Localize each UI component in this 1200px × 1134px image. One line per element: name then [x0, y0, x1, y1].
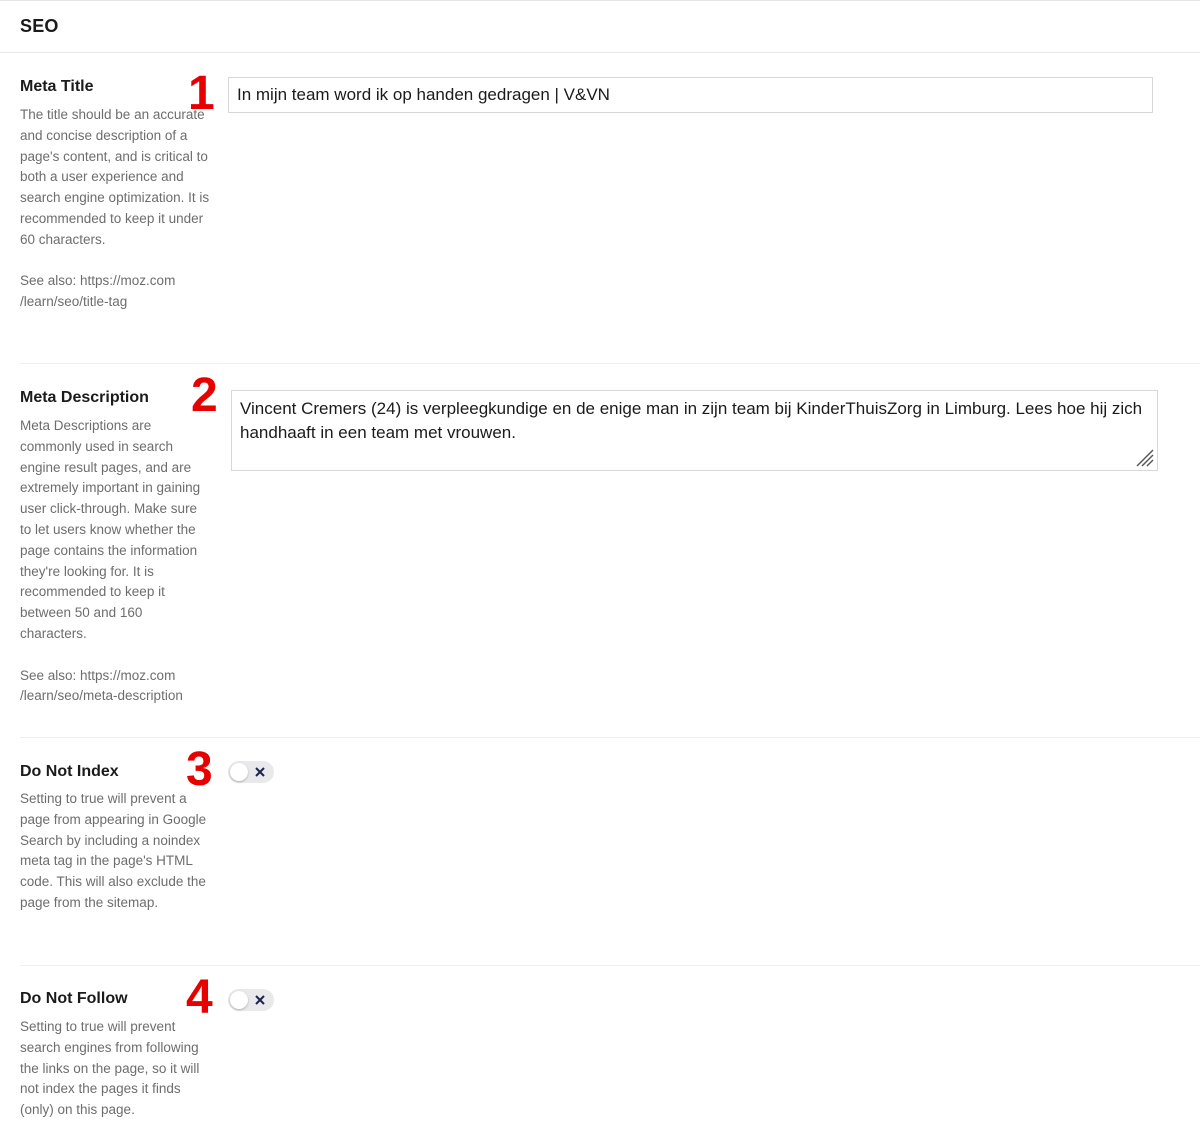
meta-title-input[interactable]: [228, 77, 1153, 113]
separator: [20, 737, 1200, 738]
group-title: SEO: [20, 16, 59, 36]
do-not-index-toggle[interactable]: [228, 761, 274, 783]
do-not-index-label: Do Not Index: [20, 763, 119, 780]
do-not-index-description-text: Setting to true will prevent a page from appearing in Google Search by including a noindex meta tag in the page's HTML code. This will also exclude the page from the sitemap.: [20, 791, 207, 910]
meta-description-description: [20, 416, 210, 707]
do-not-follow-description: [20, 1017, 210, 1121]
marker-2: 2: [191, 369, 218, 422]
meta-description-textarea-value: Vincent Cremers (24) is verpleegkundige en de enige man in zijn team bij KinderThuisZorg in Limburg. Lees hoe hij zich handhaaft in een team met vrouwen.: [240, 399, 1143, 442]
seo-group-header: [0, 1, 1200, 53]
resize-grip-icon[interactable]: [1133, 446, 1155, 468]
meta-title-label: Meta Title: [20, 78, 94, 95]
x-icon: [254, 766, 266, 778]
meta-description-textarea[interactable]: [231, 390, 1158, 471]
do-not-follow-toggle[interactable]: [228, 989, 274, 1011]
separator: [20, 965, 1200, 966]
meta-description-label: Meta Description: [20, 389, 149, 406]
x-icon: [254, 994, 266, 1006]
toggle-knob: [230, 991, 248, 1009]
meta-description-description-text: Meta Descriptions are commonly used in search engine result pages, and are extremely important in gaining user click-through. Make sure to let users know whether the page contains the information they're looking for. It is recommended to keep it between 50 and 160 characters.: [20, 418, 201, 641]
marker-1: 1: [188, 67, 215, 120]
separator: [20, 363, 1200, 364]
toggle-knob: [230, 763, 248, 781]
do-not-index-description: [20, 789, 210, 914]
marker-4: 4: [186, 971, 213, 1024]
meta-title-description: [20, 105, 210, 313]
marker-3: 3: [186, 743, 213, 796]
meta-title-description-text: The title should be an accurate and concise description of a page's content, and is critical to both a user experience and search engine optimization. It is recommended to keep it under 60 characters.: [20, 107, 210, 247]
meta-title-see-also: See also: https://moz.com /learn/seo/title-tag: [20, 273, 176, 310]
meta-description-see-also: See also: https://moz.com /learn/seo/meta-description: [20, 667, 183, 704]
do-not-follow-description-text: Setting to true will prevent search engines from following the links on the page, so it will not index the pages it finds (only) on this page.: [20, 1019, 200, 1118]
do-not-follow-label: Do Not Follow: [20, 990, 128, 1007]
